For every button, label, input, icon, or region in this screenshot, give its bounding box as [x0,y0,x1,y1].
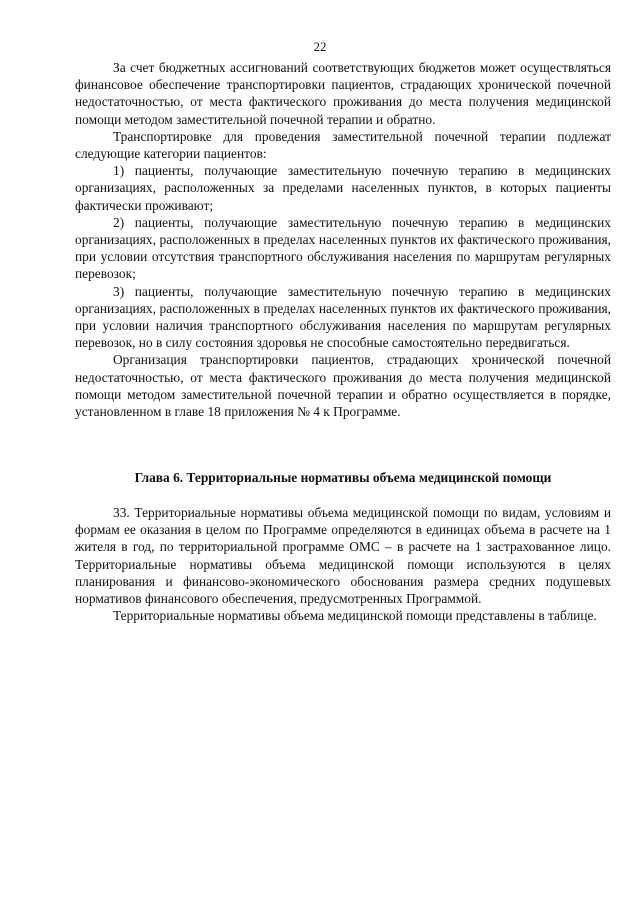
body-text-before [75,59,611,420]
paragraph-transport-funding: За счет бюджетных ассигнований соответствующих бюджетов может осуществляться финансовое обеспечение транспортировки пациентов, страдающих хронической почечной недостаточностью, от места фактического проживания до места получения медицинской помощи методом заместительной почечной терапии и обратно. [75,60,611,127]
paragraph-organization: Организация транспортировки пациентов, страдающих хронической почечной недостаточностью, от места фактического проживания до места получения медицинской помощи методом заместительной почечной терапии и обратно осуществляется в порядке, установленном в главе 18 приложения № 4 к Программе. [75,352,611,420]
page-number: 22 [313,39,327,54]
paragraph-category-2: 2) пациенты, получающие заместительную почечную терапию в медицинских организациях, расположенных в пределах населенных пунктов их фактического проживания, при условии отсутствия транспортного обслуживания населения по маршрутам регулярных перевозок; [75,214,611,282]
paragraph-category-1: 1) пациенты, получающие заместительную почечную терапию в медицинских организациях, расположенных за пределами населенных пунктов, в которых пациенты фактически проживают; [75,163,611,213]
paragraph-categories-intro: Транспортировке для проведения заместительной почечной терапии подлежат следующие категории пациентов: [75,128,611,162]
paragraph-table-reference: Территориальные нормативы объема медицинской помощи представлены в таблице. [113,608,597,624]
paragraph-category-3: 3) пациенты, получающие заместительную почечную терапию в медицинских организациях, расположенных в пределах населенных пунктов их фактического проживания, при условии наличия транспортного обслуживания населения по маршрутам регулярных перевозок, но в силу состояния здоровья не способные самостоятельно передвигаться. [75,283,611,351]
paragraph-item-33: 33. Территориальные нормативы объема медицинской помощи по видам, условиям и формам ее оказания в целом по Программе определяются в единицах объема в расчете на 1 жителя в год, по территориальной программе ОМС – в расчете на 1 застрахованное лицо. Территориальные нормативы объема медицинской помощи используются в целях планирования и финансово-экономического обоснования размера средних подушевых нормативов финансового обеспечения, предусмотренных Программой. [75,505,611,607]
chapter-heading: Глава 6. Территориальные нормативы объема медицинской помощи [134,470,552,485]
body-text-after [75,504,611,624]
